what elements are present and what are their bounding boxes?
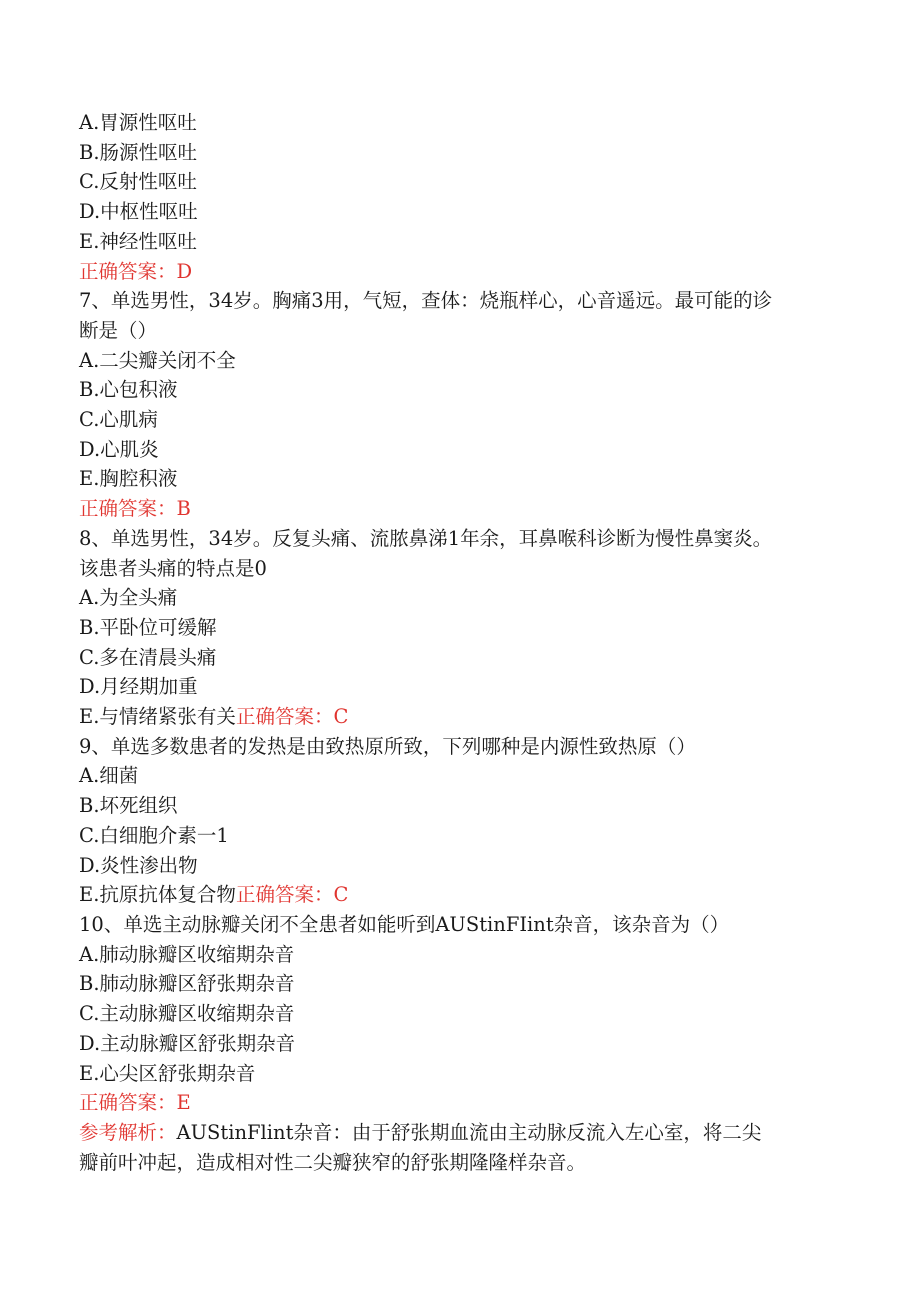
analysis-text-cont: 瓣前叶冲起，造成相对性二尖瓣狭窄的舒张期隆隆样杂音。 bbox=[79, 1150, 587, 1174]
option-d: D.月经期加重 bbox=[79, 675, 198, 699]
question-stem: 8、单选男性，34岁。反复头痛、流脓鼻涕1年余，耳鼻喉科诊断为慢性鼻窦炎。 bbox=[79, 526, 773, 550]
option-b: B.肠源性呕吐 bbox=[79, 140, 198, 164]
option-e-with-answer bbox=[79, 880, 849, 910]
analysis-text: AUStinFlint杂音：由于舒张期血流由主动脉反流入左心室，将二尖 bbox=[176, 1120, 762, 1144]
option-c: C.反射性呕吐 bbox=[79, 170, 197, 194]
option-a: A.二尖瓣关闭不全 bbox=[79, 348, 236, 372]
question-10 bbox=[79, 910, 849, 1177]
question-stem-cont: 该患者头痛的特点是0 bbox=[79, 556, 267, 580]
option-e-with-answer bbox=[79, 702, 849, 732]
option-b: B.平卧位可缓解 bbox=[79, 615, 217, 639]
option-b: B.坏死组织 bbox=[79, 794, 178, 818]
answer-label: 正确答案： bbox=[235, 883, 334, 907]
question-stem-cont: 断是（） bbox=[79, 318, 158, 342]
option-e: E.与情绪紧张有关 bbox=[79, 705, 236, 729]
option-c: C.多在清晨头痛 bbox=[79, 645, 217, 669]
answer-label: 正确答案： bbox=[79, 259, 177, 283]
answer-value: E bbox=[176, 1091, 191, 1115]
option-a: A.肺动脉瓣区收缩期杂音 bbox=[79, 942, 295, 966]
document-page bbox=[79, 108, 849, 1177]
answer-label: 正确答案： bbox=[79, 1091, 177, 1115]
question-7 bbox=[79, 286, 849, 524]
option-a: A.细菌 bbox=[79, 764, 139, 788]
option-d: D.中枢性呕吐 bbox=[79, 200, 198, 224]
answer-value: C bbox=[333, 883, 349, 907]
option-b: B.心包积液 bbox=[79, 378, 178, 402]
option-c: C.白细胞介素一1 bbox=[79, 823, 229, 847]
answer-value: B bbox=[176, 497, 191, 521]
answer-line bbox=[79, 494, 849, 524]
answer-label: 正确答案： bbox=[79, 497, 177, 521]
option-e: E.心尖区舒张期杂音 bbox=[79, 1061, 256, 1085]
option-e: E.抗原抗体复合物 bbox=[79, 883, 236, 907]
option-d: D.心肌炎 bbox=[79, 437, 159, 461]
option-a: A.胃源性呕吐 bbox=[79, 111, 197, 134]
option-d: D.炎性渗出物 bbox=[79, 853, 198, 877]
answer-line bbox=[79, 257, 849, 287]
option-b: B.肺动脉瓣区舒张期杂音 bbox=[79, 972, 295, 996]
option-c: C.心肌病 bbox=[79, 408, 158, 432]
question-6 bbox=[79, 108, 849, 286]
answer-label: 正确答案： bbox=[235, 705, 334, 729]
question-stem: 10、单选主动脉瓣关闭不全患者如能听到AUStinFIint杂音，该杂音为（） bbox=[79, 912, 730, 936]
answer-line bbox=[79, 1088, 849, 1118]
option-a: A.为全头痛 bbox=[79, 586, 178, 610]
question-stem: 7、单选男性，34岁。胸痛3用，气短，查体：烧瓶样心，心音遥远。最可能的诊 bbox=[79, 289, 773, 313]
option-c: C.主动脉瓣区收缩期杂音 bbox=[79, 1002, 295, 1026]
option-e: E.胸腔积液 bbox=[79, 467, 178, 491]
analysis-line bbox=[79, 1118, 849, 1148]
question-9 bbox=[79, 732, 849, 910]
answer-value: C bbox=[333, 705, 349, 729]
question-stem: 9、单选多数患者的发热是由致热原所致，下列哪种是内源性致热原（） bbox=[79, 734, 696, 758]
analysis-label: 参考解析： bbox=[79, 1120, 177, 1144]
option-d: D.主动脉瓣区舒张期杂音 bbox=[79, 1031, 296, 1055]
question-8 bbox=[79, 524, 849, 732]
option-e: E.神经性呕吐 bbox=[79, 229, 197, 253]
answer-value: D bbox=[176, 259, 193, 283]
